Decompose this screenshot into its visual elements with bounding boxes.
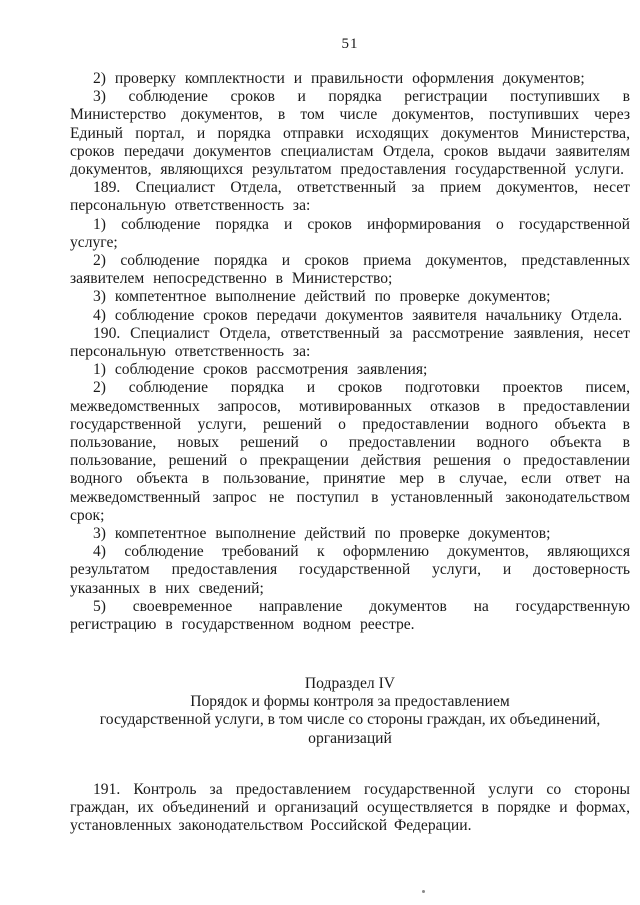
closing-paragraph: 191. Контроль за предоставлением государственной услуги со стороны граждан, их объединений и организаций осуществляется в порядке и формах, установленных законодательством Российской Федерации. [70,781,630,835]
paragraph: 1) соблюдение порядка и сроков информирования о государственной услуге; [70,215,630,251]
paragraph: 4) соблюдение требований к оформлению документов, являющихся результатом предоставления государственной услуги, и достоверность указанных в них сведений; [70,543,630,597]
paragraph: 3) компетентное выполнение действий по проверке документов; [93,525,551,543]
paragraph: 1) соблюдение сроков рассмотрения заявления; [93,361,428,379]
paragraph: 2) соблюдение порядка и сроков подготовки проектов писем, межведомственных запросов, мотивированных отказов в предоставлении государственной услуги, решений о предоставлении водного объекта в пользование, новых решений о предоставлении водного объекта в пользование, решений о прекращении действия решения о предоставлении водного объекта в пользование, принятие мер в случае, если ответ на межведомственный запрос не поступил в установленный законодательством срок; [70,379,630,524]
section-heading-line: Подраздел IV [304,675,396,692]
scan-artifact-dot [422,890,425,893]
paragraph: 4) соблюдение сроков передачи документов заявителя начальнику Отдела. [93,306,623,324]
paragraph: 2) соблюдение порядка и сроков приема документов, представленных заявителем непосредственно в Министерство; [70,252,630,288]
paragraph: 5) своевременное направление документов на государственную регистрацию в государственном водном реестре. [70,597,630,634]
paragraph: 189. Специалист Отдела, ответственный за прием документов, несет персональную ответственность за: [70,179,630,215]
section-heading [70,675,630,748]
closing-section [70,781,630,836]
document-body [70,70,630,634]
paragraph: 3) соблюдение сроков и порядка регистрации поступивших в Министерство документов, в том числе документов, поступивших через Единый портал, и порядка отправки исходящих документов Министерства, сроков передачи документов специалистам Отдела, сроков выдачи заявителям документов, являющихся результатом предоставления государственной услуги. [70,88,630,179]
paragraph: 3) компетентное выполнение действий по проверке документов; [93,288,551,306]
page-number: 51 [341,36,359,52]
section-heading-line: государственной услуги, в том числе со стороны граждан, их объединений, [99,711,601,729]
section-heading-line: Порядок и формы контроля за предоставлением [190,693,510,711]
paragraph: 190. Специалист Отдела, ответственный за рассмотрение заявления, несет персональную ответственность за: [70,324,630,361]
section-heading-line: организаций [308,729,392,747]
paragraph: 2) проверку комплектности и правильности оформления документов; [93,70,585,87]
